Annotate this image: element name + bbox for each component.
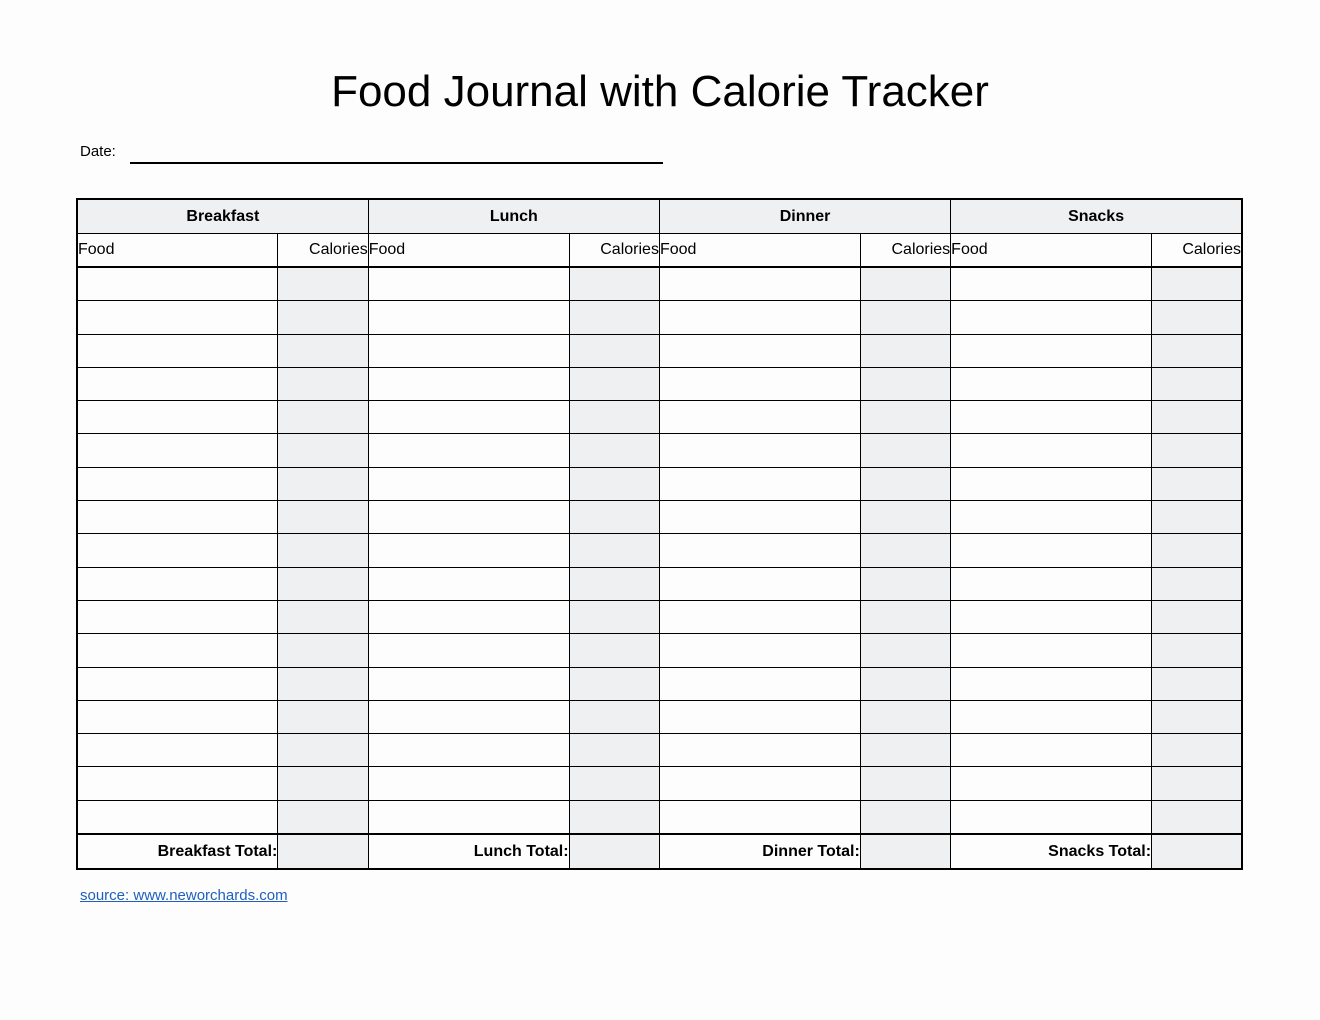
dinner-total-label: Dinner Total: [659, 834, 860, 869]
lunch-food-cell[interactable] [368, 367, 569, 400]
table-row [77, 501, 1242, 534]
lunch-calories-cell[interactable] [569, 267, 659, 301]
dinner-food-cell[interactable] [659, 567, 860, 600]
breakfast-calories-cell[interactable] [278, 800, 368, 834]
dinner-food-cell[interactable] [659, 634, 860, 667]
dinner-calories-cell[interactable] [860, 267, 950, 301]
snacks-food-cell[interactable] [951, 334, 1152, 367]
breakfast-calories-cell[interactable] [278, 700, 368, 733]
breakfast-calories-cell[interactable] [278, 767, 368, 800]
lunch-food-cell[interactable] [368, 534, 569, 567]
breakfast-calories-cell[interactable] [278, 434, 368, 467]
table-row [77, 667, 1242, 700]
snacks-calories-cell[interactable] [1152, 401, 1242, 434]
lunch-calories-cell[interactable] [569, 367, 659, 400]
snacks-total-cell[interactable] [1152, 834, 1242, 869]
breakfast-calories-cell[interactable] [278, 734, 368, 767]
table-row [77, 534, 1242, 567]
dinner-calories-cell[interactable] [860, 334, 950, 367]
dinner-calories-cell[interactable] [860, 800, 950, 834]
dinner-calories-cell[interactable] [860, 700, 950, 733]
meal-header-row [77, 199, 1242, 234]
table-row [77, 301, 1242, 334]
lunch-food-cell[interactable] [368, 800, 569, 834]
snacks-food-cell[interactable] [951, 700, 1152, 733]
table-row [77, 467, 1242, 500]
lunch-food-cell[interactable] [368, 667, 569, 700]
snacks-calories-cell[interactable] [1152, 434, 1242, 467]
dinner-food-cell[interactable] [659, 267, 860, 301]
breakfast-calories-cell[interactable] [278, 634, 368, 667]
lunch-calories-cell[interactable] [569, 301, 659, 334]
meal-header-breakfast: Breakfast [77, 199, 368, 234]
snacks-food-cell[interactable] [951, 401, 1152, 434]
snacks-calories-cell[interactable] [1152, 634, 1242, 667]
snacks-calories-cell[interactable] [1152, 467, 1242, 500]
breakfast-calories-cell[interactable] [278, 401, 368, 434]
lunch-calories-cell[interactable] [569, 334, 659, 367]
table-row [77, 800, 1242, 834]
food-column-header: Food [951, 234, 1152, 268]
dinner-calories-cell[interactable] [860, 767, 950, 800]
dinner-food-cell[interactable] [659, 600, 860, 633]
food-journal-table [76, 198, 1243, 870]
snacks-food-cell[interactable] [951, 767, 1152, 800]
dinner-food-cell[interactable] [659, 401, 860, 434]
dinner-food-cell[interactable] [659, 501, 860, 534]
snacks-food-cell[interactable] [951, 434, 1152, 467]
lunch-calories-cell[interactable] [569, 800, 659, 834]
snacks-food-cell[interactable] [951, 501, 1152, 534]
dinner-food-cell[interactable] [659, 434, 860, 467]
breakfast-calories-cell[interactable] [278, 367, 368, 400]
table-row [77, 334, 1242, 367]
lunch-calories-cell[interactable] [569, 501, 659, 534]
dinner-food-cell[interactable] [659, 534, 860, 567]
lunch-food-cell[interactable] [368, 434, 569, 467]
dinner-food-cell[interactable] [659, 334, 860, 367]
calories-column-header: Calories [569, 234, 659, 268]
lunch-total-label: Lunch Total: [368, 834, 569, 869]
lunch-calories-cell[interactable] [569, 634, 659, 667]
snacks-food-cell[interactable] [951, 301, 1152, 334]
source-link[interactable]: source: www.neworchards.com [80, 887, 288, 904]
breakfast-food-cell[interactable] [77, 434, 278, 467]
breakfast-calories-cell[interactable] [278, 567, 368, 600]
snacks-food-cell[interactable] [951, 600, 1152, 633]
snacks-food-cell[interactable] [951, 734, 1152, 767]
dinner-calories-cell[interactable] [860, 667, 950, 700]
snacks-calories-cell[interactable] [1152, 367, 1242, 400]
breakfast-total-label: Breakfast Total: [77, 834, 278, 869]
snacks-calories-cell[interactable] [1152, 667, 1242, 700]
lunch-food-cell[interactable] [368, 600, 569, 633]
table-row [77, 401, 1242, 434]
table-row [77, 267, 1242, 301]
dinner-calories-cell[interactable] [860, 634, 950, 667]
snacks-calories-cell[interactable] [1152, 334, 1242, 367]
calories-column-header: Calories [1152, 234, 1242, 268]
food-column-header: Food [368, 234, 569, 268]
table-row [77, 567, 1242, 600]
lunch-calories-cell[interactable] [569, 600, 659, 633]
lunch-calories-cell[interactable] [569, 401, 659, 434]
meal-header-lunch: Lunch [368, 199, 659, 234]
breakfast-food-cell[interactable] [77, 334, 278, 367]
lunch-total-cell[interactable] [569, 834, 659, 869]
table-row [77, 700, 1242, 733]
calories-column-header: Calories [278, 234, 368, 268]
lunch-food-cell[interactable] [368, 501, 569, 534]
breakfast-calories-cell[interactable] [278, 334, 368, 367]
dinner-total-cell[interactable] [860, 834, 950, 869]
snacks-calories-cell[interactable] [1152, 800, 1242, 834]
breakfast-food-cell[interactable] [77, 467, 278, 500]
table-row [77, 767, 1242, 800]
lunch-food-cell[interactable] [368, 767, 569, 800]
snacks-food-cell[interactable] [951, 367, 1152, 400]
lunch-food-cell[interactable] [368, 734, 569, 767]
dinner-calories-cell[interactable] [860, 401, 950, 434]
snacks-food-cell[interactable] [951, 634, 1152, 667]
totals-row [77, 834, 1242, 869]
lunch-food-cell[interactable] [368, 567, 569, 600]
snacks-calories-cell[interactable] [1152, 600, 1242, 633]
lunch-food-cell[interactable] [368, 467, 569, 500]
calories-column-header: Calories [860, 234, 950, 268]
date-field-line[interactable] [130, 162, 663, 164]
table-row [77, 734, 1242, 767]
column-header-row [77, 234, 1242, 268]
dinner-calories-cell[interactable] [860, 501, 950, 534]
dinner-food-cell[interactable] [659, 734, 860, 767]
lunch-calories-cell[interactable] [569, 567, 659, 600]
breakfast-calories-cell[interactable] [278, 600, 368, 633]
breakfast-food-cell[interactable] [77, 667, 278, 700]
snacks-calories-cell[interactable] [1152, 501, 1242, 534]
breakfast-calories-cell[interactable] [278, 501, 368, 534]
snacks-food-cell[interactable] [951, 800, 1152, 834]
lunch-calories-cell[interactable] [569, 700, 659, 733]
dinner-calories-cell[interactable] [860, 367, 950, 400]
lunch-calories-cell[interactable] [569, 534, 659, 567]
lunch-calories-cell[interactable] [569, 467, 659, 500]
lunch-calories-cell[interactable] [569, 434, 659, 467]
lunch-calories-cell[interactable] [569, 767, 659, 800]
breakfast-food-cell[interactable] [77, 534, 278, 567]
journal-body [77, 267, 1242, 834]
breakfast-food-cell[interactable] [77, 700, 278, 733]
breakfast-food-cell[interactable] [77, 767, 278, 800]
snacks-food-cell[interactable] [951, 667, 1152, 700]
page-title: Food Journal with Calorie Tracker [331, 67, 989, 116]
breakfast-food-cell[interactable] [77, 567, 278, 600]
snacks-calories-cell[interactable] [1152, 700, 1242, 733]
snacks-total-label: Snacks Total: [951, 834, 1152, 869]
snacks-calories-cell[interactable] [1152, 767, 1242, 800]
snacks-calories-cell[interactable] [1152, 267, 1242, 301]
table-row [77, 634, 1242, 667]
snacks-food-cell[interactable] [951, 534, 1152, 567]
breakfast-calories-cell[interactable] [278, 534, 368, 567]
lunch-calories-cell[interactable] [569, 667, 659, 700]
breakfast-food-cell[interactable] [77, 367, 278, 400]
dinner-food-cell[interactable] [659, 301, 860, 334]
snacks-food-cell[interactable] [951, 567, 1152, 600]
breakfast-food-cell[interactable] [77, 734, 278, 767]
snacks-calories-cell[interactable] [1152, 301, 1242, 334]
dinner-calories-cell[interactable] [860, 467, 950, 500]
dinner-calories-cell[interactable] [860, 567, 950, 600]
dinner-food-cell[interactable] [659, 367, 860, 400]
dinner-calories-cell[interactable] [860, 600, 950, 633]
dinner-food-cell[interactable] [659, 700, 860, 733]
snacks-food-cell[interactable] [951, 467, 1152, 500]
meal-header-dinner: Dinner [659, 199, 950, 234]
food-column-header: Food [77, 234, 278, 268]
breakfast-food-cell[interactable] [77, 800, 278, 834]
breakfast-calories-cell[interactable] [278, 467, 368, 500]
breakfast-food-cell[interactable] [77, 301, 278, 334]
snacks-calories-cell[interactable] [1152, 734, 1242, 767]
lunch-food-cell[interactable] [368, 634, 569, 667]
breakfast-food-cell[interactable] [77, 634, 278, 667]
table-row [77, 367, 1242, 400]
lunch-calories-cell[interactable] [569, 734, 659, 767]
lunch-food-cell[interactable] [368, 267, 569, 301]
dinner-calories-cell[interactable] [860, 301, 950, 334]
table-row [77, 600, 1242, 633]
dinner-calories-cell[interactable] [860, 434, 950, 467]
breakfast-calories-cell[interactable] [278, 667, 368, 700]
dinner-calories-cell[interactable] [860, 734, 950, 767]
breakfast-food-cell[interactable] [77, 501, 278, 534]
dinner-calories-cell[interactable] [860, 534, 950, 567]
breakfast-food-cell[interactable] [77, 267, 278, 301]
snacks-calories-cell[interactable] [1152, 567, 1242, 600]
breakfast-food-cell[interactable] [77, 401, 278, 434]
lunch-food-cell[interactable] [368, 401, 569, 434]
snacks-calories-cell[interactable] [1152, 534, 1242, 567]
dinner-food-cell[interactable] [659, 467, 860, 500]
table-row [77, 434, 1242, 467]
breakfast-total-cell[interactable] [278, 834, 368, 869]
meal-header-snacks: Snacks [951, 199, 1242, 234]
dinner-food-cell[interactable] [659, 767, 860, 800]
lunch-food-cell[interactable] [368, 700, 569, 733]
dinner-food-cell[interactable] [659, 667, 860, 700]
breakfast-calories-cell[interactable] [278, 301, 368, 334]
breakfast-calories-cell[interactable] [278, 267, 368, 301]
lunch-food-cell[interactable] [368, 301, 569, 334]
dinner-food-cell[interactable] [659, 800, 860, 834]
breakfast-food-cell[interactable] [77, 600, 278, 633]
food-column-header: Food [659, 234, 860, 268]
lunch-food-cell[interactable] [368, 334, 569, 367]
snacks-food-cell[interactable] [951, 267, 1152, 301]
date-label: Date: [80, 143, 116, 160]
